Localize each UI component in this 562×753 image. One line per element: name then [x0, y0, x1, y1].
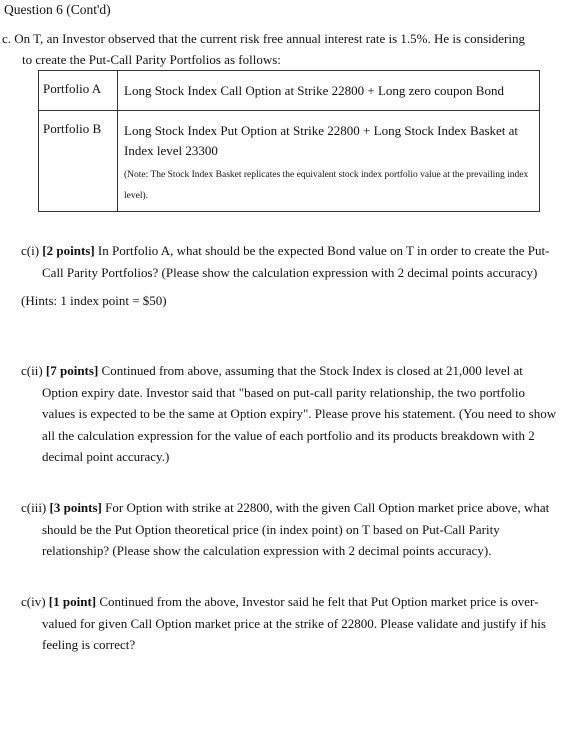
question-points: [1 point] [48, 594, 97, 609]
question-text: Continued from above, assuming that the Stock Index is closed at 21,000 level at Option expiry date. Investor said that "based on put-call parity relationship, the two portfolio values is expected to be the same at Option expiry". Please prove his statement. (You need to show all the calculation expression for the value of each portfolio and its products breakdown with 2 decimal point accuracy.) [42, 363, 557, 464]
question-points: [3 points] [49, 500, 102, 515]
portfolio-label: Portfolio B [39, 111, 118, 212]
question-id: c(iv) [21, 594, 46, 609]
question-hint: (Hints: 1 index point = $50) [21, 293, 167, 308]
portfolio-label: Portfolio A [39, 71, 118, 111]
question-c-i [21, 240, 558, 312]
portfolio-description: Long Stock Index Put Option at Strike 22800 + Long Stock Index Basket at Index level 23300 [124, 123, 519, 158]
question-body [21, 591, 558, 656]
intro-paragraph [2, 28, 558, 70]
question-id: c(ii) [21, 363, 43, 378]
portfolio-row-a [39, 71, 540, 111]
question-text: Continued from the above, Investor said he felt that Put Option market price is over-valued for given Call Option market price at the strike of 22800. Please validate and justify if his feeling is correct? [42, 594, 546, 652]
question-c-ii [21, 360, 558, 468]
portfolio-table [38, 70, 540, 212]
question-id: c(iii) [21, 500, 47, 515]
question-id: c(i) [21, 243, 40, 258]
question-text: For Option with strike at 22800, with the given Call Option market price above, what should be the Put Option theoretical price (in index point) on T based on Put-Call Parity relationship? (Please show the calculation expression with 2 decimal points accuracy). [42, 500, 550, 558]
portfolio-note: (Note: The Stock Index Basket replicates the equivalent stock index portfolio value at the prevailing index level). [124, 170, 529, 201]
question-body [21, 240, 558, 283]
question-body [21, 497, 558, 562]
portfolio-description-cell [118, 111, 540, 212]
question-c-iii [21, 497, 558, 562]
question-body [21, 360, 558, 468]
question-points: [7 points] [45, 363, 99, 378]
question-text: In Portfolio A, what should be the expected Bond value on T in order to create the Put-Call Parity Portfolios? (Please show the calculation expression with 2 decimal points accuracy) [42, 243, 550, 280]
question-points: [2 points] [42, 243, 95, 258]
question-heading: Question 6 (Cont'd) [4, 2, 111, 17]
intro-line-1: c. On T, an Investor observed that the current risk free annual interest rate is 1.5%. He is considering [2, 31, 525, 46]
portfolio-description: Long Stock Index Call Option at Strike 22800 + Long zero coupon Bond [118, 71, 540, 111]
intro-line-2: to create the Put-Call Parity Portfolios as follows: [22, 52, 281, 67]
question-c-iv [21, 591, 558, 656]
portfolio-row-b [39, 111, 540, 212]
